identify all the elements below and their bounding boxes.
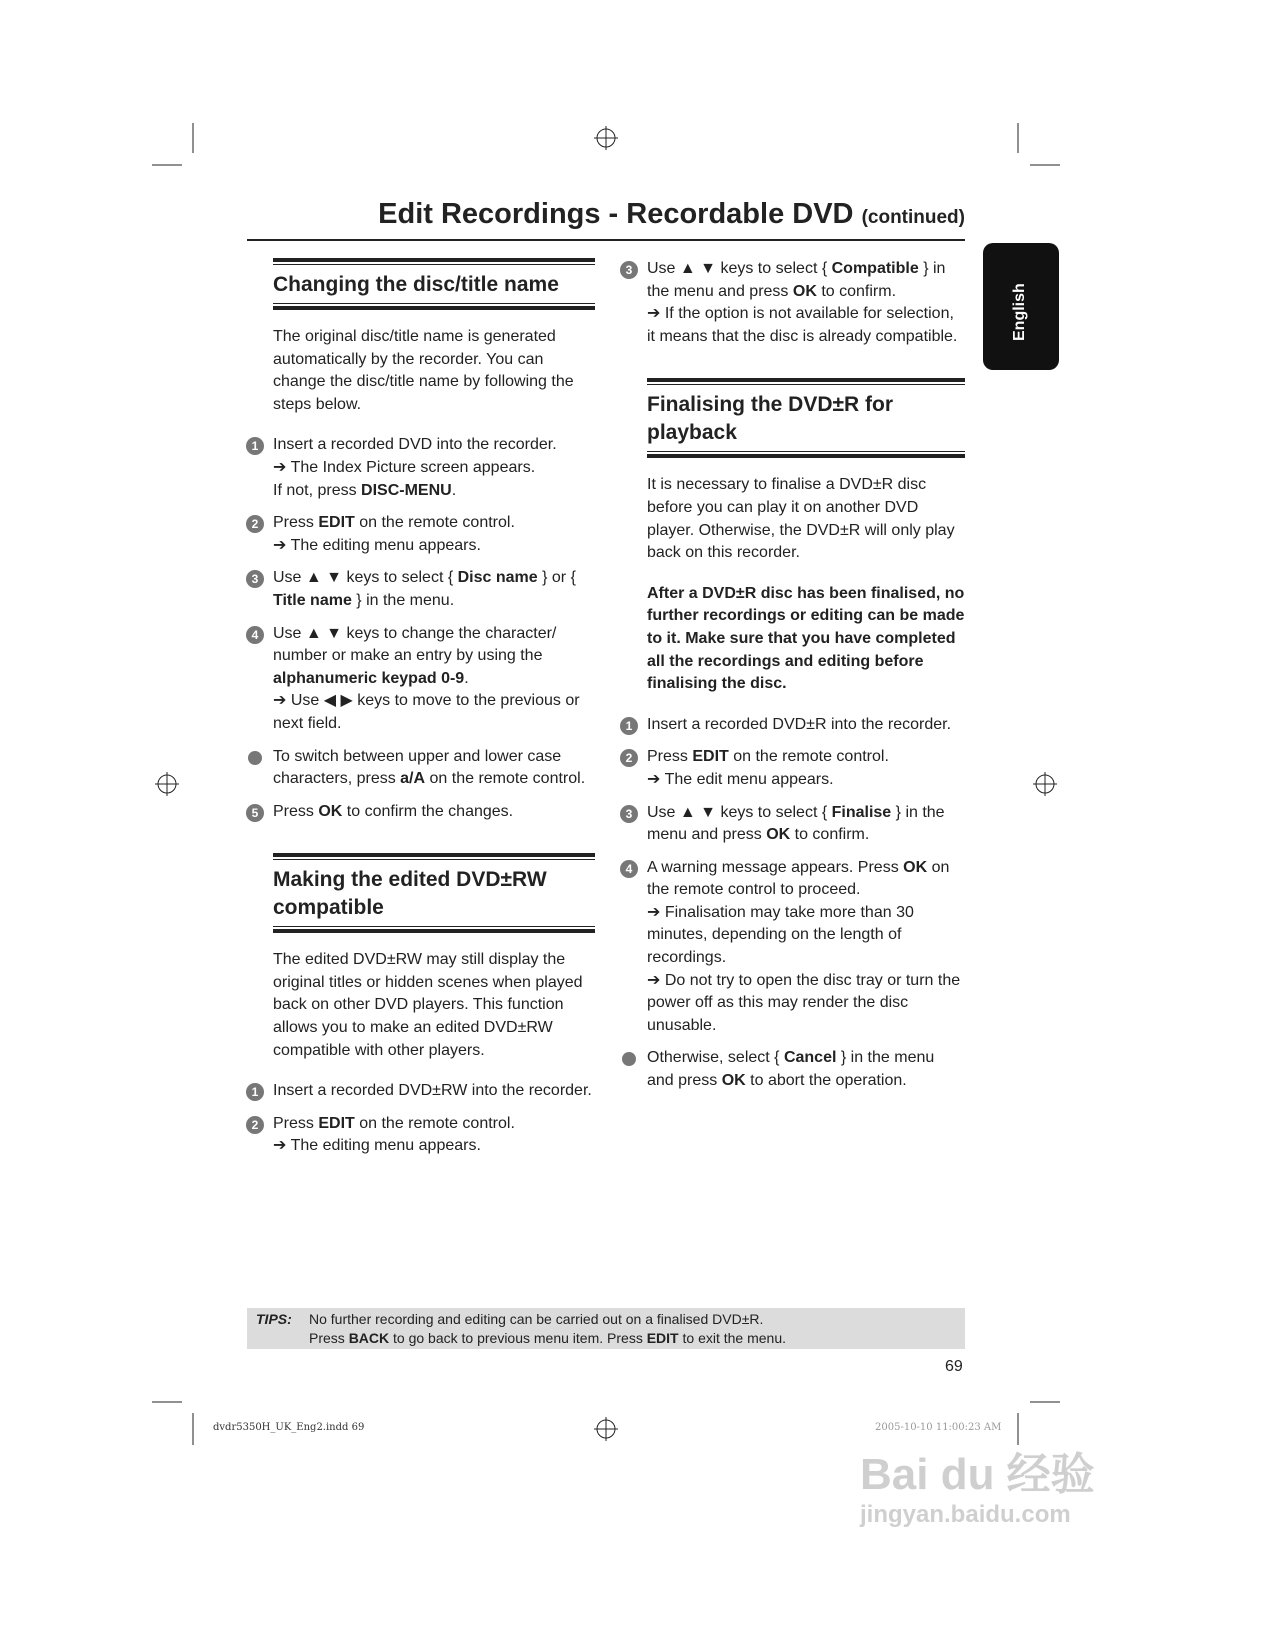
- step-number-badge: 2: [620, 749, 638, 767]
- text-run: Insert a recorded DVD into the recorder.: [273, 436, 557, 454]
- text-run: } or {: [537, 569, 576, 587]
- right-column: [625, 258, 965, 1123]
- bold-text-run: Finalise: [831, 803, 892, 821]
- language-tab: [983, 243, 1059, 370]
- tips-box: [247, 1308, 965, 1349]
- text-run: on the remote control.: [354, 514, 515, 532]
- step-number-badge: 2: [246, 515, 264, 533]
- text-run: on the remote control.: [354, 1114, 515, 1132]
- text-run: ➔ Do not try to open the disc tray or turn the power off as this may render the disc unusable.: [647, 971, 961, 1034]
- text-run: To switch between upper and lower case characters, press: [273, 747, 562, 788]
- warning-text: After a DVD±R disc has been finalised, no further recordings or editing can be made to it. Make sure that you have completed all the recordings and editing before finalising the disc.: [647, 584, 965, 693]
- text-run: Press: [273, 514, 319, 532]
- step-line: [273, 535, 595, 558]
- text-run: on the remote control to proceed.: [647, 858, 950, 899]
- step-line: [273, 1113, 595, 1136]
- text-run: Use ▲ ▼ keys to select {: [273, 569, 458, 587]
- text-run: ➔ Finalisation may take more than 30 minutes, depending on the length of recordings.: [647, 903, 914, 967]
- step-line: [273, 457, 595, 480]
- step-number-badge: 3: [620, 261, 638, 279]
- text-run: No further recording and editing can be carried out on a finalised DVD±R.: [309, 1311, 764, 1327]
- text-run: If not, press: [273, 481, 362, 499]
- bold-text-run: Title name: [273, 591, 352, 609]
- step-line: [647, 746, 965, 769]
- baidu-watermark: [860, 1450, 1095, 1530]
- step-item: [251, 1080, 595, 1103]
- bold-text-run: EDIT: [318, 514, 355, 532]
- text-run: to abort the operation.: [745, 1072, 907, 1090]
- bold-text-run: Cancel: [783, 1049, 837, 1067]
- footer-filename: dvdr5350H_UK_Eng2.indd 69: [213, 1422, 365, 1433]
- step-line: [273, 1135, 595, 1158]
- step-line: [273, 480, 595, 503]
- text-run: ➔ The edit menu appears.: [647, 770, 834, 788]
- bullet-dot-icon: [248, 751, 262, 765]
- step-line: [647, 970, 965, 1038]
- step-line: [647, 857, 965, 902]
- section-intro: The original disc/title name is generated automatically by the recorder. You can change the disc/title name by following the steps below.: [273, 328, 574, 413]
- step-item: [251, 434, 595, 502]
- section-heading: Changing the disc/title name: [273, 273, 559, 296]
- text-run: ➔ Use ◀ ▶ keys to move to the previous or next field.: [273, 692, 580, 732]
- text-run: .: [464, 669, 469, 687]
- step-item: [625, 258, 965, 348]
- step-item: [251, 801, 595, 824]
- step-line: [273, 1080, 595, 1103]
- bullet-item: [647, 1047, 965, 1092]
- section-rule: [273, 303, 595, 310]
- text-run: Otherwise, select {: [647, 1049, 784, 1067]
- section: [251, 258, 595, 823]
- text-run: Use ▲ ▼ keys to change the character/ number or make an entry by using the: [273, 624, 557, 665]
- tips-line-2: [309, 1329, 786, 1348]
- section-intro: It is necessary to finalise a DVD±R disc before you can play it on another DVD player. Otherwise, the DVD±R will only play back on this recorder.: [647, 476, 955, 562]
- step-item: [625, 746, 965, 791]
- text-run: to exit the menu.: [678, 1330, 787, 1346]
- bold-text-run: Disc name: [457, 569, 538, 587]
- step-number-badge: 3: [246, 570, 264, 588]
- text-run: to go back to previous menu item. Press: [389, 1330, 647, 1346]
- section-header: [273, 853, 595, 922]
- step-item: [251, 512, 595, 557]
- step-number-badge: 4: [246, 626, 264, 644]
- step-number-badge: 2: [246, 1116, 264, 1134]
- tips-line-1: [309, 1310, 763, 1329]
- text-run: } in the menu.: [351, 591, 455, 609]
- bold-text-run: OK: [766, 826, 791, 844]
- text-run: .: [451, 481, 457, 499]
- step-item: [251, 567, 595, 612]
- text-run: ➔ The editing menu appears.: [273, 1137, 481, 1155]
- step-line: [647, 258, 965, 303]
- bold-text-run: EDIT: [692, 748, 729, 766]
- step-line: [273, 567, 595, 612]
- text-run: } in the menu and press: [647, 260, 946, 300]
- section: [625, 258, 965, 348]
- footer-timestamp: 2005-10-10 11:00:23 AM: [875, 1422, 1002, 1433]
- title-rule: [247, 239, 965, 241]
- step-item: [625, 714, 965, 737]
- step-line: [647, 714, 965, 737]
- text-run: ➔ The Index Picture screen appears.: [273, 458, 536, 476]
- text-run: Press: [647, 748, 693, 766]
- step-line: [647, 303, 965, 348]
- step-number-badge: 1: [246, 1083, 264, 1101]
- step-line: [647, 802, 965, 847]
- section-rule: [273, 926, 595, 933]
- step-number-badge: 4: [620, 860, 638, 878]
- text-run: to confirm.: [816, 282, 897, 300]
- title-suffix: (continued): [861, 207, 965, 228]
- left-column: [251, 258, 595, 1188]
- step-line: [647, 769, 965, 792]
- bold-text-run: a/A: [400, 770, 426, 788]
- bold-text-run: OK: [721, 1072, 746, 1090]
- section-heading: Finalising the DVD±R for playback: [647, 393, 894, 445]
- bold-text-run: OK: [903, 858, 928, 876]
- text-run: on the remote control.: [425, 770, 586, 788]
- step-item: [251, 623, 595, 736]
- text-run: ➔ If the option is not available for selection, it means that the disc is already compatible.: [647, 305, 958, 345]
- text-run: to confirm.: [790, 826, 870, 844]
- page-title: [378, 198, 965, 231]
- step-item: [625, 857, 965, 1038]
- step-number-badge: 1: [620, 717, 638, 735]
- step-line: [273, 434, 595, 457]
- text-run: Insert a recorded DVD±R into the recorder.: [647, 715, 952, 733]
- step-line: [647, 1047, 965, 1092]
- step-number-badge: 5: [246, 804, 264, 822]
- step-number-badge: 3: [620, 805, 638, 823]
- text-run: Use ▲ ▼ keys to select {: [647, 260, 832, 277]
- tips-label: TIPS:: [256, 1311, 292, 1327]
- text-run: Use ▲ ▼ keys to select {: [647, 803, 832, 821]
- section-header: [647, 378, 965, 447]
- step-line: [273, 746, 595, 791]
- bullet-item: [273, 746, 595, 791]
- watermark-logo: Bai du 经验: [860, 1450, 1095, 1499]
- text-run: } in the menu and press: [647, 1049, 935, 1090]
- step-line: [647, 902, 965, 970]
- section: [251, 853, 595, 1158]
- step-number-badge: 1: [246, 437, 264, 455]
- title-main: Edit Recordings - Recordable DVD: [378, 198, 854, 230]
- step-line: [273, 512, 595, 535]
- step-item: [625, 802, 965, 847]
- step-line: [273, 690, 595, 735]
- step-line: [273, 623, 595, 691]
- text-run: A warning message appears. Press: [647, 858, 904, 876]
- bold-text-run: alphanumeric keypad 0-9: [273, 669, 465, 687]
- text-run: ➔ The editing menu appears.: [273, 536, 481, 554]
- watermark-url: jingyan.baidu.com: [860, 1501, 1071, 1528]
- step-line: [273, 801, 595, 824]
- bold-text-run: BACK: [348, 1330, 390, 1346]
- section-header: [273, 258, 595, 299]
- bold-text-run: EDIT: [318, 1114, 355, 1132]
- section: [625, 378, 965, 1092]
- bold-text-run: EDIT: [646, 1330, 679, 1346]
- text-run: to confirm the changes.: [342, 802, 514, 820]
- text-run: Press: [309, 1330, 349, 1346]
- section-heading: Making the edited DVD±RW compatible: [273, 868, 547, 920]
- section-intro: The edited DVD±RW may still display the original titles or hidden scenes when played back on other DVD players. This function allows you to make an edited DVD±RW compatible with other players.: [273, 951, 583, 1059]
- bold-text-run: OK: [318, 802, 343, 820]
- page-number: 69: [945, 1358, 963, 1375]
- bold-text-run: OK: [792, 282, 817, 300]
- text-run: } in the menu and press: [647, 803, 945, 844]
- text-run: Insert a recorded DVD±RW into the recorder.: [273, 1082, 592, 1100]
- text-run: Press: [273, 1114, 319, 1132]
- section-rule: [647, 451, 965, 458]
- text-run: on the remote control.: [728, 748, 889, 766]
- bold-text-run: DISC-MENU: [361, 481, 452, 499]
- text-run: Press: [273, 802, 319, 820]
- step-item: [251, 1113, 595, 1158]
- bold-text-run: Compatible: [831, 260, 919, 277]
- language-tab-label: English: [1011, 283, 1028, 341]
